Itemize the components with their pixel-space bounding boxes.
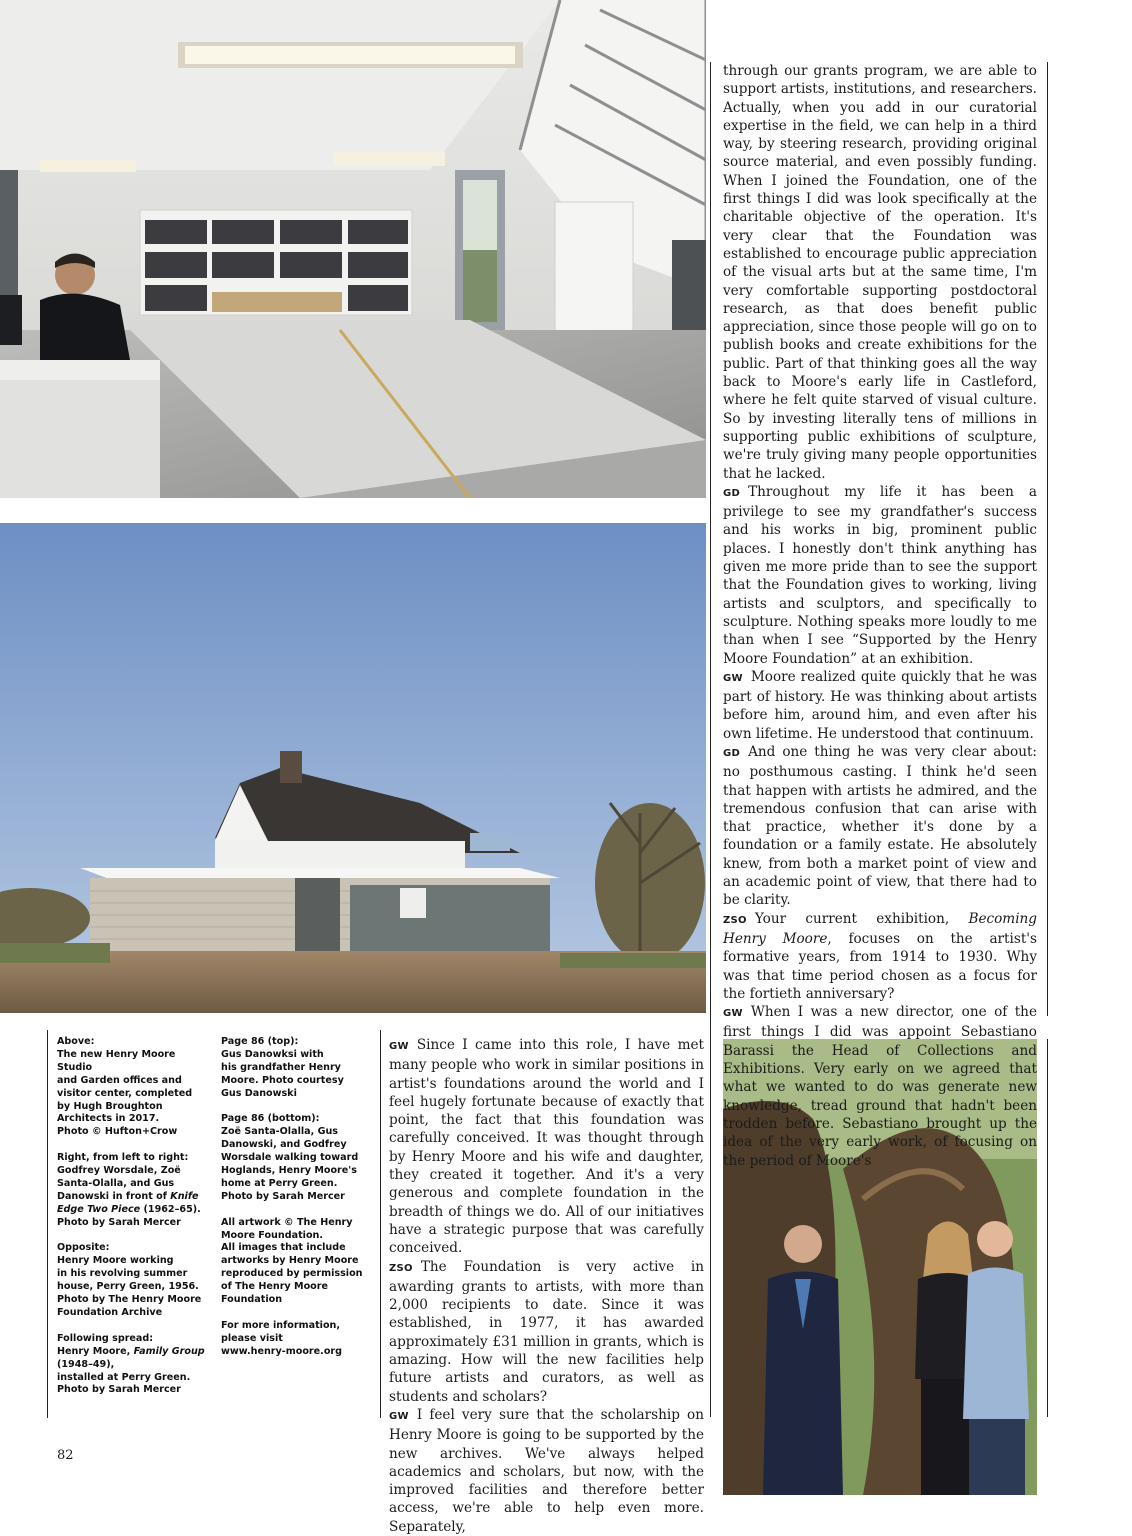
paragraph-zso-middle: ZSO The Foundation is very active in awarding grants to artists, with more than 2,000 recipients to date. Since it was established, in 1977, it has awarded approximately £31 million in grants, which is amazing. How will the new facilities help future artists and curators, as well as students and scholars? [389, 1258, 704, 1405]
column-rule-right-outer [1047, 62, 1048, 1016]
visitor-center-photo-graphic [0, 523, 706, 1013]
paragraph-continuation: through our grants program, we are able to support artists, institutions, and researchers. Actually, when you add in our curatorial expertise in the field, we can help in a third way, by steering research, providing original source material, and even possibly funding. When I joined the Foundation, one of the first things I did was look specifically at the charitable objective of the operation. It's very clear that the Foundation was established to encourage public appreciation of the visual arts but at the same time, I'm very comfortable supporting postdoctoral research, as that does benefit public appreciation, since those people will go on to publish books and create exhibitions for the public. Part of that thinking goes all the way back to Moore's early life in Castleford, where he felt quite starved of visual culture. So by investing literally tens of millions in supporting public exhibitions of sculpture, we're truly giving many people opportunities that he lacked. [723, 63, 1037, 482]
middle-text-column [389, 1036, 704, 1536]
speaker-label: GD [723, 487, 741, 499]
paragraph-gw-1: GW Moore realized quite quickly that he was part of history. He was thinking about artists before him, around him, and even after his own lifetime. He understood that continuum. [723, 668, 1037, 742]
paragraph-gd-2: GD And one thing he was very clear about: no posthumous casting. I think he'd seen that happen with artists he admired, and the tremendous confusion that can arise with that practice, whether it's done by a foundation or a family estate. He absolutely knew, from both a market point of view and an academic point of view, that there had to be clarity. [723, 743, 1037, 909]
caption-page86-top: Page 86 (top): Gus Danowksi with his grandfather Henry Moore. Photo courtesy Gus Danowski [221, 1036, 344, 1099]
column-rule-right-left [710, 62, 711, 1417]
paragraph-gw-2: GW When I was a new director, one of the first things I did was appoint Sebastiano Barassi the Head of Collections and Exhibitions. Very early on we agreed that what we wanted to do was generate new knowledge, tread ground that hadn't been trodden before. Sebastiano brought up the idea of the very early work, of focusing on the period of Moore's [723, 1004, 1037, 1169]
caption-following-spread: Following spread: Henry Moore, Family Group (1948–49), installed at Perry Green. Photo by Sarah Mercer [57, 1332, 205, 1396]
speaker-label: ZSO [389, 1262, 413, 1274]
speaker-label: ZSO [723, 914, 747, 926]
column-rule-right-outer-lower [1047, 1039, 1048, 1417]
paragraph-zso-1: ZSO Your current exhibition, Becoming Henry Moore, focuses on the artist's formative years, from 1914 to 1930. Why was that time period chosen as a focus for the fortieth anniversary? [723, 910, 1038, 1002]
page-number: 82 [57, 1448, 74, 1463]
exhibition-title: Becoming Henry Moore [723, 910, 1037, 947]
office-photo-graphic [0, 0, 706, 498]
caption-more-info: For more information, please visit www.henry-moore.org [221, 1319, 343, 1357]
office-photo [0, 0, 706, 498]
column-rule-middle [380, 1030, 381, 1418]
caption-page86-bottom: Page 86 (bottom): Zoë Santa-Olalla, Gus Danowski, and Godfrey Worsdale walking toward Hoglands, Henry Moore's home at Perry Green. Photo by Sarah Mercer [221, 1113, 359, 1202]
website-link[interactable]: www.henry-moore.org [221, 1345, 343, 1357]
caption-above: Above: The new Henry Moore Studio and Garden offices and visitor center, completed by Hugh Broughton Architects in 2017. Photo © Hufton+Crow [57, 1036, 193, 1138]
captions-left [57, 1036, 207, 1410]
speaker-label: GW [723, 672, 743, 684]
paragraph-gw-middle-1: GW Since I came into this role, I have met many people who work in similar positions in artist's foundations around the world and I feel hugely fortunate because of exactly that point, the fact that this foundation was carefully conceived. It was thought through by Henry Moore and his wife and daughter, they created it together. And it's a very generous and complete foundation in the breadth of things we do. All of our initiatives have a strategic purpose that was carefully conceived. [389, 1037, 704, 1257]
paragraph-gw-middle-2: GW I feel very sure that the scholarship on Henry Moore is going to be supported by the new archives. We've always helped academics and scholars, but now, with the improved facilities and therefore better access, we're able to help even more. Separately, [389, 1406, 704, 1535]
speaker-label: GW [389, 1041, 409, 1052]
caption-artwork-credit: All artwork © The Henry Moore Foundation. All images that include artworks by Henry Moore reproduced by permission of The Henry Moore Foundation [221, 1216, 363, 1306]
captions-right [221, 1036, 369, 1372]
caption-right-photo: Right, from left to right: Godfrey Worsdale, Zoë Santa-Olalla, and Gus Danowski in front of Knife Edge Two Piece (1962–65). Photo by Sarah Mercer [57, 1152, 201, 1228]
speaker-label: GD [723, 747, 741, 759]
column-rule-left [47, 1030, 48, 1418]
speaker-label: GW [723, 1008, 743, 1020]
speaker-label: GW [389, 1410, 409, 1422]
paragraph-gd-1: GD Throughout my life it has been a privilege to see my grandfather's success and his works in big, prominent public places. I honestly don't think anything has given me more pride than to see the support that the Foundation gives to working, living artists and sculptors, and specifically to sculpture. Nothing speaks more loudly to me than when I see “Supported by the Henry Moore Foundation” at an exhibition. [723, 483, 1037, 667]
visitor-center-photo [0, 523, 706, 1013]
caption-opposite: Opposite: Henry Moore working in his revolving summer house, Perry Green, 1956. Photo by The Henry Moore Foundation Archive [57, 1242, 202, 1318]
right-text-column [723, 62, 1037, 1170]
